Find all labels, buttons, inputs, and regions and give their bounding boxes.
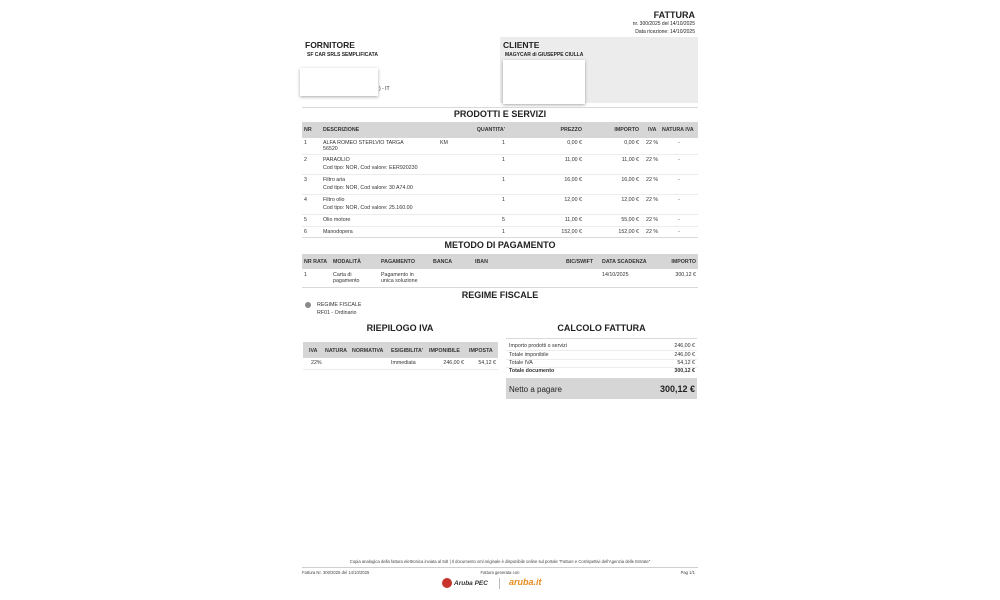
vat-summary-taxable: 246,00 € bbox=[443, 360, 464, 366]
row-divider bbox=[506, 350, 697, 351]
col-iban: IBAN bbox=[475, 259, 488, 265]
row-qty: 5 bbox=[502, 217, 505, 223]
col-installment: NR RATA bbox=[304, 259, 328, 265]
row-price: 12,00 € bbox=[564, 197, 582, 203]
row-vat: 22 % bbox=[646, 197, 659, 203]
calc-total-label: Totale documento bbox=[509, 368, 555, 374]
client-redacted-box bbox=[503, 60, 585, 104]
aruba-pec-logo-icon bbox=[442, 578, 452, 588]
col-bank: BANCA bbox=[433, 259, 453, 265]
row-qty: 1 bbox=[502, 197, 505, 203]
row-qty: 1 bbox=[502, 157, 505, 163]
divider bbox=[302, 107, 698, 108]
net-payable-label: Netto a pagare bbox=[509, 385, 562, 394]
calc-value: 54,12 € bbox=[677, 360, 695, 366]
row-description-detail: Cod tipo: NOR, Cod valore: 25.160.00 bbox=[323, 205, 413, 211]
vat-summary-tax: 54,12 € bbox=[478, 360, 496, 366]
row-price: 152,00 € bbox=[561, 229, 582, 235]
divider bbox=[506, 338, 697, 339]
row-vat: 22 % bbox=[646, 140, 659, 146]
col-mode: MODALITÀ bbox=[333, 259, 361, 265]
invoice-number: nr. 300/2025 del 14/10/2025 bbox=[632, 21, 695, 27]
col-exigibility: ESIGIBILITA' bbox=[391, 348, 424, 354]
row-vat: 22 % bbox=[646, 177, 659, 183]
row-nr: 1 bbox=[304, 140, 307, 146]
row-divider bbox=[302, 154, 698, 155]
row-vat-nature: - bbox=[678, 229, 680, 235]
row-divider bbox=[302, 194, 698, 195]
payment-nr: 1 bbox=[304, 272, 307, 278]
row-amount: 0,00 € bbox=[624, 140, 639, 146]
row-price: 11,00 € bbox=[564, 217, 582, 223]
calc-label: Importo prodotti o servizi bbox=[509, 343, 567, 349]
divider bbox=[302, 287, 698, 288]
row-description-detail: Cod tipo: NOR, Cod valore: 30 A74.00 bbox=[323, 185, 413, 191]
col-normative: NORMATIVA bbox=[352, 348, 384, 354]
row-nr: 3 bbox=[304, 177, 307, 183]
row-description: PARAOLIO bbox=[323, 157, 350, 163]
row-nr: 5 bbox=[304, 217, 307, 223]
client-name: MAGYCAR di GIUSEPPE CIULLA bbox=[505, 52, 584, 58]
col-bic: BIC/SWIFT bbox=[566, 259, 594, 265]
payment-mode: Carta di bbox=[333, 272, 352, 278]
col-tax: IMPOSTA bbox=[469, 348, 493, 354]
row-qty: 1 bbox=[502, 229, 505, 235]
footer-divider bbox=[302, 567, 698, 568]
net-payable-value: 300,12 € bbox=[659, 384, 695, 394]
col-amount: IMPORTO bbox=[614, 127, 639, 133]
supplier-name: SF CAR SRLS SEMPLIFICATA bbox=[307, 52, 378, 58]
calc-total-value: 300,12 € bbox=[674, 368, 695, 374]
calc-value: 246,00 € bbox=[674, 343, 695, 349]
col-due-date: DATA SCADENZA bbox=[602, 259, 647, 265]
payment-amount: 300,12 € bbox=[675, 272, 696, 278]
row-description: Olio motore bbox=[323, 217, 351, 223]
row-description-detail: 56520 bbox=[323, 146, 338, 152]
row-amount: 11,00 € bbox=[621, 157, 639, 163]
payment-terms-cont: unica soluzione bbox=[381, 278, 418, 284]
col-vat-nature: NATURA IVA bbox=[662, 127, 694, 133]
logo-separator bbox=[499, 578, 500, 589]
row-price: 11,00 € bbox=[564, 157, 582, 163]
row-vat-nature: - bbox=[678, 157, 680, 163]
row-vat-nature: - bbox=[678, 140, 680, 146]
payment-mode-cont: pagamento bbox=[333, 278, 360, 284]
supplier-redacted-box bbox=[300, 68, 378, 96]
col-nature: NATURA bbox=[325, 348, 347, 354]
col-payment: PAGAMENTO bbox=[381, 259, 415, 265]
payment-title: METODO DI PAGAMENTO bbox=[444, 240, 556, 250]
row-price: 16,00 € bbox=[564, 177, 582, 183]
calc-title: CALCOLO FATTURA bbox=[557, 323, 646, 333]
row-divider bbox=[302, 214, 698, 215]
col-quantity: QUANTITA' bbox=[476, 127, 505, 133]
row-vat: 22 % bbox=[646, 157, 659, 163]
divider bbox=[302, 237, 698, 238]
supplier-address-tail: ) - IT bbox=[379, 86, 390, 92]
row-vat: 22 % bbox=[646, 229, 659, 235]
payment-terms: Pagamento in bbox=[381, 272, 414, 278]
footer-notice: Copia analogica della fattura elettronica inviata al SdI | Il documento xml originale è disponibile online sul portale "Fatture e Corrispettivi dell'Agenzia delle Entrate" bbox=[349, 559, 651, 564]
row-amount: 152,00 € bbox=[618, 229, 639, 235]
row-amount: 55,00 € bbox=[621, 217, 639, 223]
row-unit: KM bbox=[440, 140, 448, 146]
supplier-heading: FORNITORE bbox=[305, 40, 355, 50]
regime-value: RF01 - Ordinario bbox=[317, 310, 357, 316]
row-divider bbox=[302, 226, 698, 227]
col-price: PREZZO bbox=[560, 127, 582, 133]
invoice-title: FATTURA bbox=[653, 10, 695, 20]
col-vat-rate: IVA bbox=[309, 348, 318, 354]
row-nr: 4 bbox=[304, 197, 307, 203]
row-description: Filtro olio bbox=[323, 197, 345, 203]
row-vat: 22 % bbox=[646, 217, 659, 223]
calc-label: Totale imponibile bbox=[509, 352, 549, 358]
row-description-detail: Cod tipo: NOR, Cod valore: EER920230 bbox=[323, 165, 418, 171]
col-description: DESCRIZIONE bbox=[323, 127, 360, 133]
row-vat-nature: - bbox=[678, 197, 680, 203]
vat-summary-exigibility: Immediata bbox=[391, 360, 416, 366]
row-vat-nature: - bbox=[678, 217, 680, 223]
row-description: Manodopera bbox=[323, 229, 353, 235]
calc-label: Totale IVA bbox=[509, 360, 533, 366]
row-divider bbox=[302, 174, 698, 175]
regime-bullet-icon bbox=[305, 302, 311, 308]
regime-label: REGIME FISCALE bbox=[317, 302, 362, 308]
regime-title: REGIME FISCALE bbox=[461, 290, 539, 300]
row-amount: 16,00 € bbox=[621, 177, 639, 183]
calc-value: 246,00 € bbox=[674, 352, 695, 358]
products-title: PRODOTTI E SERVIZI bbox=[453, 109, 547, 119]
payment-due: 14/10/2025 bbox=[602, 272, 629, 278]
col-pay-amount: IMPORTO bbox=[671, 259, 696, 265]
vat-summary-title: RIEPILOGO IVA bbox=[366, 323, 434, 333]
col-taxable: IMPONIBILE bbox=[429, 348, 460, 354]
row-nr: 6 bbox=[304, 229, 307, 235]
vat-summary-rate: 22% bbox=[311, 360, 322, 366]
row-vat-nature: - bbox=[678, 177, 680, 183]
footer-page: Pag 1/1 bbox=[680, 570, 695, 575]
row-nr: 2 bbox=[304, 157, 307, 163]
aruba-it-logo: aruba.it bbox=[509, 577, 542, 587]
row-description: ALFA ROMEO STERLVIO TARGA bbox=[323, 140, 404, 146]
col-nr: NR bbox=[304, 127, 312, 133]
footer-generated: Fattura generata con bbox=[480, 570, 520, 575]
row-amount: 12,00 € bbox=[621, 197, 639, 203]
aruba-pec-logo: Aruba PEC bbox=[454, 580, 488, 587]
client-heading: CLIENTE bbox=[503, 40, 540, 50]
col-vat: IVA bbox=[648, 127, 657, 133]
row-description: Filtro aria bbox=[323, 177, 346, 183]
receipt-date: Data ricezione: 14/10/2025 bbox=[635, 29, 695, 35]
row-qty: 1 bbox=[502, 177, 505, 183]
footer-invoice-ref: Fattura Nr. 300/2025 del 14/10/2025 bbox=[302, 570, 370, 575]
row-divider bbox=[303, 369, 498, 370]
row-qty: 1 bbox=[502, 140, 505, 146]
row-price: 0,00 € bbox=[567, 140, 582, 146]
